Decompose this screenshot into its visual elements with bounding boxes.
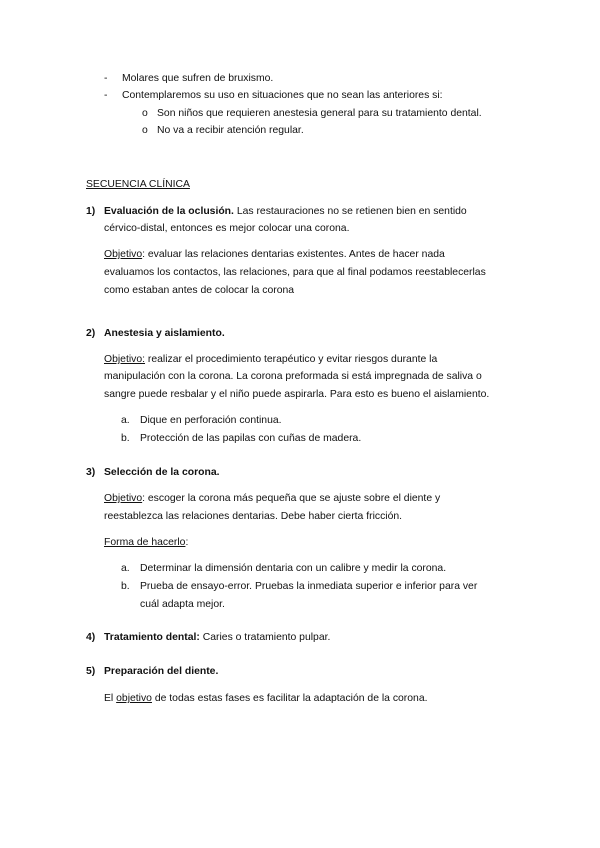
dash-bullet: - [104, 73, 108, 84]
sub-item-marker: a. [121, 415, 130, 426]
objetivo-label: Objetivo: [104, 354, 146, 365]
step-title: Preparación del diente. [104, 666, 219, 677]
step-text: cérvico-distal, entonces es mejor colocar una corona. [104, 223, 350, 234]
step-title: Tratamiento dental: [104, 632, 200, 643]
objetivo-label: Objetivo [104, 249, 143, 260]
closing-text: El [104, 693, 117, 704]
sub-item-marker: a. [121, 563, 130, 574]
objetivo-text: como estaban antes de colocar la corona [104, 285, 295, 296]
step-number: 2) [86, 328, 96, 339]
list-item-text: Molares que sufren de bruxismo. [122, 73, 274, 84]
sub-item-marker: b. [121, 581, 130, 592]
objetivo-label: Objetivo [104, 493, 143, 504]
objetivo-text: evaluamos los contactos, las relaciones, para que al final podamos reestablecerlas [104, 267, 486, 278]
list-item-text: Son niños que requieren anestesia general para su tratamiento dental. [157, 108, 482, 119]
objetivo-text: : escoger la corona más pequeña que se ajuste sobre el diente y [142, 493, 441, 504]
step-number: 4) [86, 632, 96, 643]
list-item-text: Contemplaremos su uso en situaciones que no sean las anteriores si: [122, 90, 443, 101]
step-text: Caries o tratamiento pulpar. [202, 632, 331, 643]
objetivo-text: manipulación con la corona. La corona preformada si está impregnada de saliva o [104, 371, 482, 382]
objetivo-text: realizar el procedimiento terapéutico y evitar riesgos durante la [145, 354, 438, 365]
list-item-text: No va a recibir atención regular. [157, 125, 304, 136]
closing-line [104, 693, 428, 704]
circle-bullet: o [142, 125, 148, 136]
section-heading: SECUENCIA CLÍNICA [86, 179, 190, 190]
objetivo-text: : evaluar las relaciones dentarias existentes. Antes de hacer nada [142, 249, 445, 260]
circle-bullet: o [142, 108, 148, 119]
step-number: 3) [86, 467, 96, 478]
closing-objetivo: objetivo [116, 693, 152, 704]
objetivo-text: reestablezca las relaciones dentarias. Debe haber cierta fricción. [104, 511, 403, 522]
objetivo-line [104, 493, 440, 504]
step-title: Anestesia y aislamiento. [104, 328, 225, 339]
sub-item-text: Prueba de ensayo-error. Pruebas la inmediata superior e inferior para ver [140, 581, 478, 592]
step-text: Las restauraciones no se retienen bien en sentido [236, 206, 467, 217]
sub-item-text: Dique en perforación continua. [140, 415, 282, 426]
objetivo-line [104, 354, 437, 365]
dash-bullet: - [104, 90, 108, 101]
sub-item-text: Determinar la dimensión dentaria con un calibre y medir la corona. [140, 563, 447, 574]
closing-text: de todas estas fases es facilitar la adaptación de la corona. [151, 693, 428, 704]
objetivo-line [104, 249, 445, 260]
forma-line [104, 537, 188, 548]
step-title: Evaluación de la oclusión. [104, 206, 234, 217]
step-title: Selección de la corona. [104, 467, 220, 478]
sub-item-marker: b. [121, 433, 130, 444]
sub-item-text: Protección de las papilas con cuñas de madera. [140, 433, 362, 444]
step-1-title-line [104, 206, 467, 217]
step-number: 1) [86, 206, 96, 217]
forma-label: Forma de hacerlo [104, 537, 186, 548]
objetivo-text: sangre puede resbalar y el niño puede aspirarla. Para esto es bueno el aislamiento. [104, 389, 490, 400]
step-4-title-line [104, 632, 330, 643]
step-number: 5) [86, 666, 96, 677]
forma-suffix: : [185, 537, 189, 548]
sub-item-text: cuál adapta mejor. [140, 599, 225, 610]
